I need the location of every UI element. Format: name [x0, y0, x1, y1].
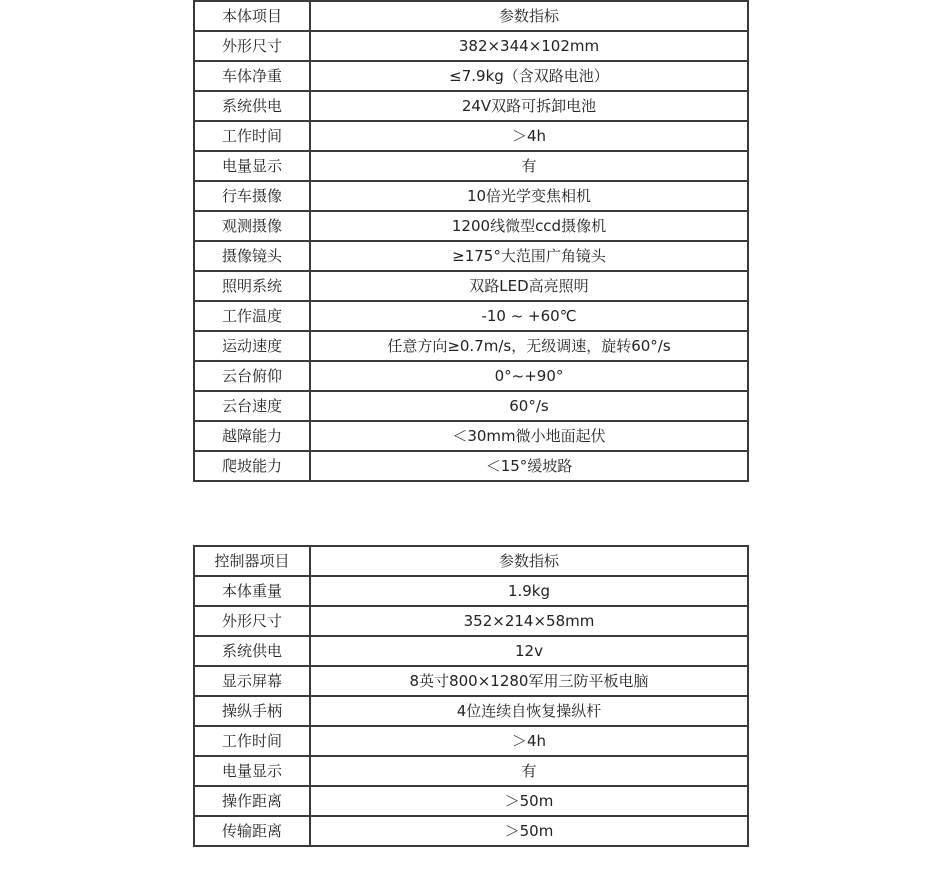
value-cell: 4位连续自恢复操纵杆: [310, 696, 748, 726]
item-cell: 观测摄像: [194, 211, 310, 241]
header-value-cell: 参数指标: [310, 546, 748, 576]
item-cell: 工作温度: [194, 301, 310, 331]
table-row: [194, 31, 748, 61]
table-row: [194, 361, 748, 391]
table-row: [194, 121, 748, 151]
item-cell: 系统供电: [194, 636, 310, 666]
value-cell: ≤7.9kg（含双路电池）: [310, 61, 748, 91]
table-row: [194, 301, 748, 331]
value-cell: 1200线微型ccd摄像机: [310, 211, 748, 241]
item-cell: 云台速度: [194, 391, 310, 421]
header-item-cell: 本体项目: [194, 1, 310, 31]
table-row: [194, 241, 748, 271]
value-cell: 任意方向≥0.7m/s，无级调速，旋转60°/s: [310, 331, 748, 361]
item-cell: 工作时间: [194, 726, 310, 756]
item-cell: 摄像镜头: [194, 241, 310, 271]
item-cell: 车体净重: [194, 61, 310, 91]
table-row: [194, 331, 748, 361]
table-row: [194, 666, 748, 696]
value-cell: 有: [310, 756, 748, 786]
value-cell: ＞50m: [310, 786, 748, 816]
header-value-cell: 参数指标: [310, 1, 748, 31]
value-cell: ＜15°缓坡路: [310, 451, 748, 481]
table-row: [194, 91, 748, 121]
controller-spec-table-body: [194, 546, 748, 846]
body-spec-table: [193, 0, 749, 482]
controller-spec-table: [193, 545, 749, 847]
value-cell: 10倍光学变焦相机: [310, 181, 748, 211]
value-cell: 60°/s: [310, 391, 748, 421]
value-cell: 24V双路可拆卸电池: [310, 91, 748, 121]
value-cell: 有: [310, 151, 748, 181]
item-cell: 行车摄像: [194, 181, 310, 211]
item-cell: 外形尺寸: [194, 606, 310, 636]
value-cell: -10 ~ +60℃: [310, 301, 748, 331]
value-cell: ＞50m: [310, 816, 748, 846]
value-cell: 8英寸800×1280军用三防平板电脑: [310, 666, 748, 696]
value-cell: 1.9kg: [310, 576, 748, 606]
table-row: [194, 816, 748, 846]
item-cell: 照明系统: [194, 271, 310, 301]
table-row: [194, 211, 748, 241]
table-row: [194, 606, 748, 636]
value-cell: ＞4h: [310, 121, 748, 151]
value-cell: 382×344×102mm: [310, 31, 748, 61]
item-cell: 运动速度: [194, 331, 310, 361]
item-cell: 显示屏幕: [194, 666, 310, 696]
header-item-cell: 控制器项目: [194, 546, 310, 576]
table-row: [194, 421, 748, 451]
table-row: [194, 636, 748, 666]
table-header-row: [194, 546, 748, 576]
table-row: [194, 391, 748, 421]
table-row: [194, 151, 748, 181]
table-row: [194, 756, 748, 786]
value-cell: 12v: [310, 636, 748, 666]
item-cell: 操纵手柄: [194, 696, 310, 726]
item-cell: 电量显示: [194, 151, 310, 181]
item-cell: 云台俯仰: [194, 361, 310, 391]
item-cell: 操作距离: [194, 786, 310, 816]
table-header-row: [194, 1, 748, 31]
table-row: [194, 726, 748, 756]
value-cell: 双路LED高亮照明: [310, 271, 748, 301]
item-cell: 系统供电: [194, 91, 310, 121]
item-cell: 外形尺寸: [194, 31, 310, 61]
item-cell: 电量显示: [194, 756, 310, 786]
table-row: [194, 271, 748, 301]
table-row: [194, 786, 748, 816]
table-row: [194, 181, 748, 211]
table-row: [194, 576, 748, 606]
value-cell: ＜30mm微小地面起伏: [310, 421, 748, 451]
item-cell: 传输距离: [194, 816, 310, 846]
body-spec-table-body: [194, 1, 748, 481]
item-cell: 越障能力: [194, 421, 310, 451]
value-cell: 0°~+90°: [310, 361, 748, 391]
item-cell: 爬坡能力: [194, 451, 310, 481]
value-cell: ＞4h: [310, 726, 748, 756]
value-cell: 352×214×58mm: [310, 606, 748, 636]
item-cell: 本体重量: [194, 576, 310, 606]
table-row: [194, 696, 748, 726]
item-cell: 工作时间: [194, 121, 310, 151]
table-row: [194, 451, 748, 481]
table-row: [194, 61, 748, 91]
value-cell: ≥175°大范围广角镜头: [310, 241, 748, 271]
